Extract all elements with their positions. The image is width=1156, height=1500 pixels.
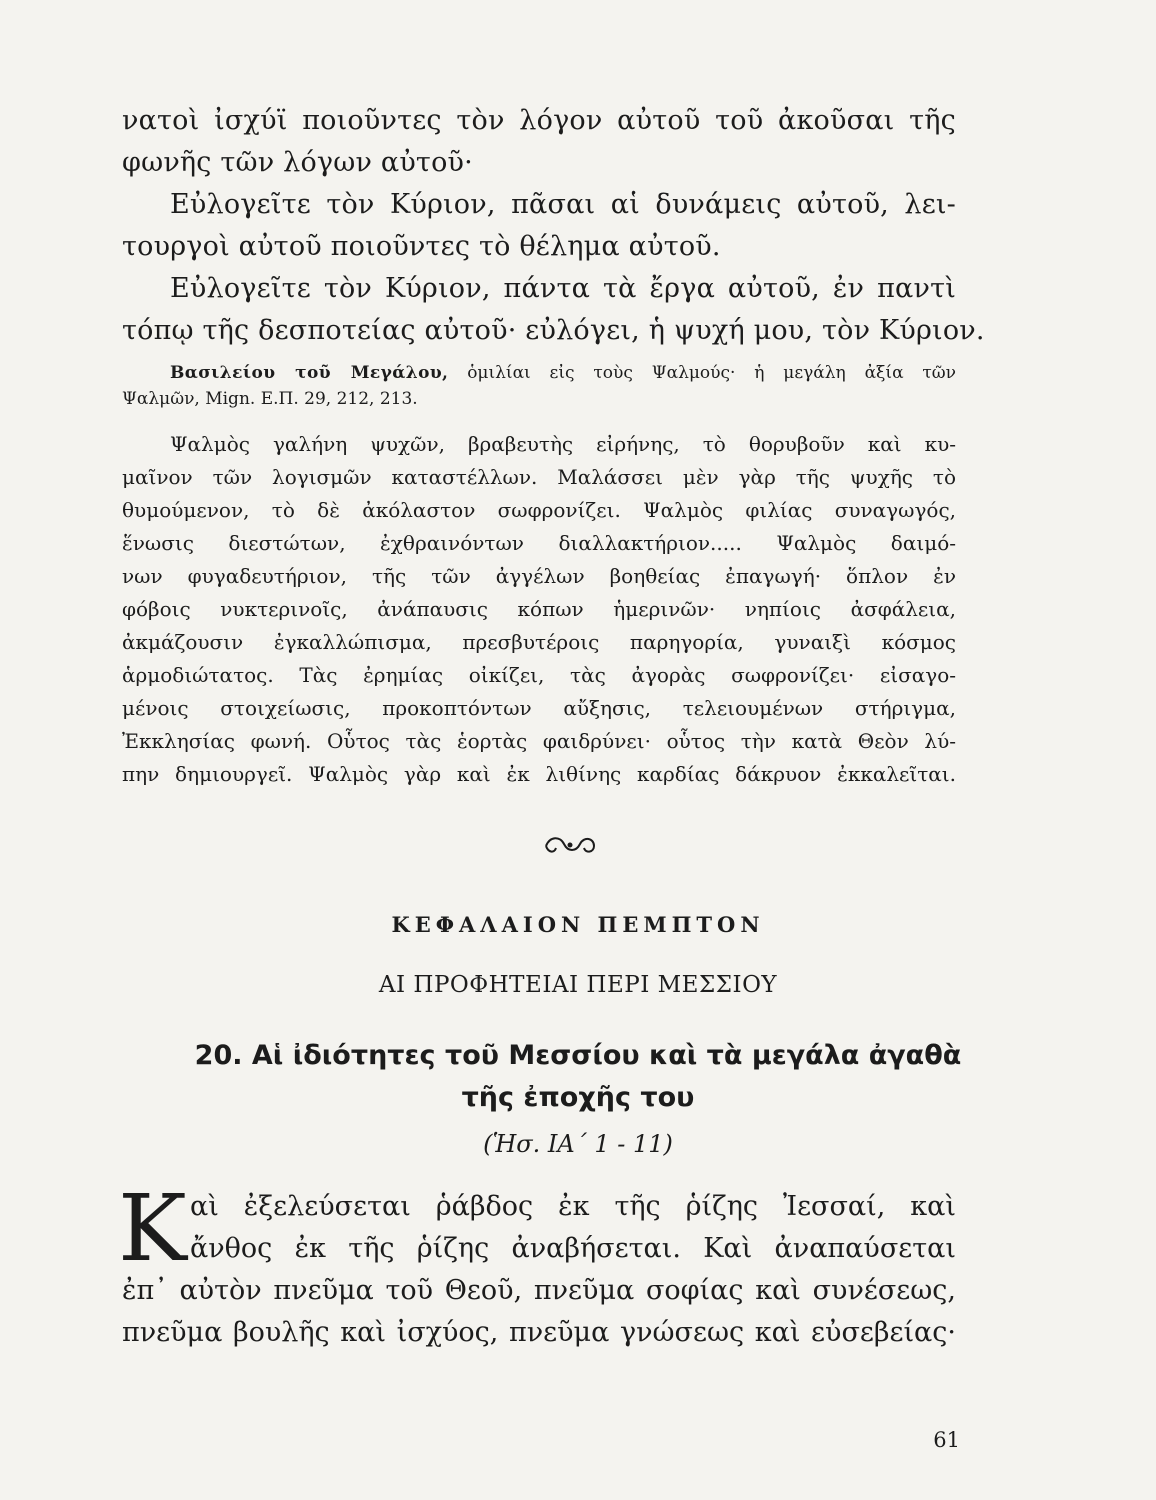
quote-line: νων φυγαδευτήριον, τῆς τῶν ἀγγέλων βοηθείας ἐπαγωγή· ὅπλον ἐν — [122, 564, 956, 588]
section-heading: 20. Αἱ ἰδιότητες τοῦ Μεσσίου καὶ τὰ μεγάλα ἀγαθὰ — [194, 1040, 962, 1071]
quote-line: ἕνωσις διεστώτων, ἐχθραινόντων διαλλακτήριον..... Ψαλμὸς δαιμό- — [122, 531, 956, 555]
psalm-text-block — [122, 100, 985, 352]
attribution-author: Βασιλείου τοῦ Μεγάλου, — [170, 363, 449, 383]
quote-line: μαῖνον τῶν λογισμῶν καταστέλλων. Μαλάσσει μὲν γὰρ τῆς ψυχῆς τὸ — [122, 465, 956, 489]
text-line: Εὐλογεῖτε τὸν Κύριον, πάντα τὰ ἔργα αὐτοῦ, ἐν παντὶ — [170, 273, 956, 304]
attribution-rest: ὁμιλίαι εἰς τοὺς Ψαλμούς· ἡ μεγάλη ἀξία τῶν — [467, 363, 957, 383]
text-line: ἐπ᾽ αὐτὸν πνεῦμα τοῦ Θεοῦ, πνεῦμα σοφίας καὶ συνέσεως, — [122, 1275, 956, 1306]
ornament-icon — [540, 832, 600, 858]
section-heading-line-2: τῆς ἐποχῆς του — [461, 1082, 695, 1113]
quote-line: Ἐκκλησίας φωνή. Οὗτος τὰς ἑορτὰς φαιδρύνει· οὗτος τὴν κατὰ Θεὸν λύ- — [122, 729, 956, 753]
text-line: φωνῆς τῶν λόγων αὐτοῦ· — [122, 147, 473, 178]
quote-line: πην δημιουργεῖ. Ψαλμὸς γὰρ καὶ ἐκ λιθίνης καρδίας δάκρυον ἐκκαλεῖται. — [122, 762, 956, 786]
scripture-reference: (Ἡσ. ΙΑ΄ 1 - 11) — [483, 1130, 673, 1158]
drop-cap: Κ — [118, 1175, 187, 1282]
isaiah-text-block — [122, 1186, 956, 1354]
text-line: πνεῦμα βουλῆς καὶ ἰσχύος, πνεῦμα γνώσεως καὶ εὐσεβείας· — [122, 1317, 956, 1348]
text-line: τουργοὶ αὐτοῦ ποιοῦντες τὸ θέλημα αὐτοῦ. — [122, 231, 721, 262]
quote-block — [122, 428, 956, 791]
quote-line: ἁρμοδιώτατος. Τὰς ἐρημίας οἰκίζει, τὰς ἀγορὰς σωφρονίζει· εἰσαγο- — [122, 663, 956, 687]
page-number: 61 — [933, 1428, 960, 1452]
quote-line: θυμούμενον, τὸ δὲ ἀκόλαστον σωφρονίζει. Ψαλμὸς φιλίας συναγωγός, — [122, 498, 956, 522]
attribution — [122, 360, 956, 412]
text-line: ἄνθος ἐκ τῆς ῥίζης ἀναβήσεται. Καὶ ἀναπαύσεται — [190, 1233, 956, 1264]
quote-line: μένοις στοιχείωσις, προκοπτόντων αὔξησις, τελειουμένων στήριγμα, — [122, 696, 956, 720]
chapter-title: ΚΕΦΑΛΑΙΟΝ ΠΕΜΠΤΟΝ — [391, 912, 765, 937]
quote-line: ἀκμάζουσιν ἐγκαλλώπισμα, πρεσβυτέροις παρηγορία, γυναιξὶ κόσμος — [122, 630, 956, 654]
quote-line: Ψαλμὸς γαλήνη ψυχῶν, βραβευτὴς εἰρήνης, τὸ θορυβοῦν καὶ κυ- — [170, 432, 956, 456]
chapter-subtitle: ΑΙ ΠΡΟΦΗΤΕΙΑΙ ΠΕΡΙ ΜΕΣΣΙΟΥ — [378, 972, 778, 998]
text-line: αὶ ἐξελεύσεται ῥάβδος ἐκ τῆς ῥίζης Ἰεσσαί, καὶ — [190, 1191, 956, 1222]
quote-line: φόβοις νυκτερινοῖς, ἀνάπαυσις κόπων ἡμερινῶν· νηπίοις ἀσφάλεια, — [122, 597, 956, 621]
attribution-line-2: Ψαλμῶν, Mign. Ε.Π. 29, 212, 213. — [122, 389, 418, 409]
text-line: Εὐλογεῖτε τὸν Κύριον, πᾶσαι αἱ δυνάμεις αὐτοῦ, λει- — [170, 189, 956, 220]
text-line: νατοὶ ἰσχύϊ ποιοῦντες τὸν λόγον αὐτοῦ τοῦ ἀκοῦσαι τῆς — [122, 105, 956, 136]
attribution-line — [122, 360, 956, 386]
text-line: τόπῳ τῆς δεσποτείας αὐτοῦ· εὐλόγει, ἡ ψυχή μου, τὸν Κύριον. — [122, 315, 985, 346]
